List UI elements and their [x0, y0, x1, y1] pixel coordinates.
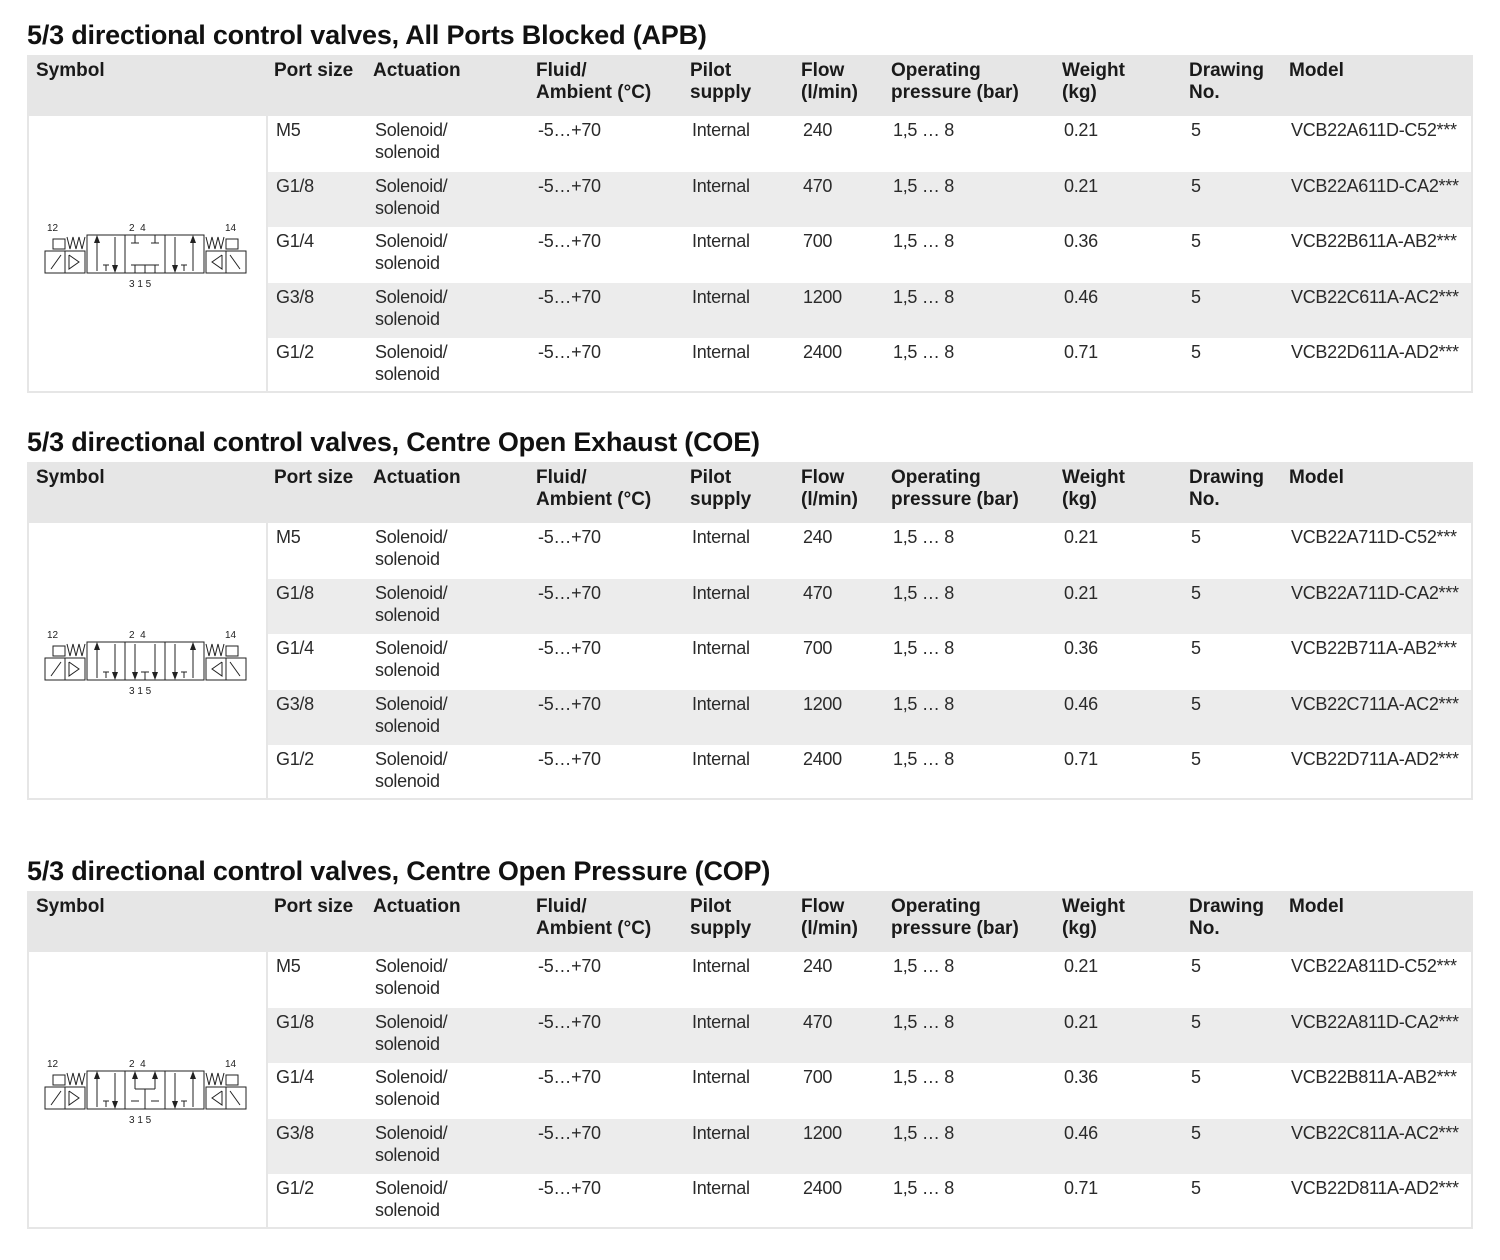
column-header-weight: Weight (kg) [1062, 60, 1125, 103]
column-header-actuation: Actuation [373, 60, 461, 81]
cell-weight: 0.21 [1064, 120, 1098, 140]
cell-port: G1/2 [276, 1178, 314, 1198]
cell-pressure: 1,5 … 8 [893, 693, 954, 714]
cell-weight: 0.21 [1064, 527, 1098, 547]
column-header-model: Model [1289, 896, 1344, 917]
cell-flow: 1200 [803, 1122, 842, 1143]
cell-pressure: 1,5 … 8 [893, 582, 954, 603]
cell-port: G1/4 [276, 638, 314, 658]
cell-port: G3/8 [276, 1122, 314, 1143]
cell-flow: 2400 [803, 342, 842, 362]
cell-model: VCB22C811A-AC2*** [1291, 1122, 1459, 1143]
cell-flow: 470 [803, 582, 833, 603]
valve-table-section [27, 854, 1473, 1229]
cell-weight: 0.36 [1064, 638, 1098, 658]
column-header-fluid: Fluid/ Ambient (°C) [536, 467, 652, 510]
cell-actuation: Solenoid/ solenoid [375, 231, 448, 273]
cell-fluid: -5…+70 [538, 582, 601, 603]
symbol-cell [29, 116, 268, 391]
column-header-pressure: Operating pressure (bar) [891, 896, 1019, 939]
cell-model: VCB22B811A-AB2*** [1291, 1067, 1457, 1087]
cell-fluid: -5…+70 [538, 286, 601, 307]
column-header-port-size: Port size [274, 60, 354, 81]
cell-drawing: 5 [1191, 175, 1201, 196]
cell-weight: 0.71 [1064, 342, 1098, 362]
cell-actuation: Solenoid/ solenoid [375, 1067, 448, 1109]
column-header-symbol: Symbol [36, 896, 105, 917]
cell-flow: 700 [803, 1067, 833, 1087]
cell-actuation: Solenoid/ solenoid [375, 693, 448, 736]
valve-5-3-apb-icon [43, 221, 248, 291]
cell-pilot: Internal [692, 1178, 750, 1198]
port-label-3-1-5: 3 1 5 [129, 686, 152, 697]
port-label-14: 14 [225, 223, 237, 234]
valve-table-section [27, 425, 1473, 800]
cell-actuation: Solenoid/ solenoid [375, 749, 448, 791]
cell-actuation: Solenoid/ solenoid [375, 286, 448, 329]
cell-pressure: 1,5 … 8 [893, 749, 954, 769]
cell-port: G1/8 [276, 1011, 314, 1032]
cell-pilot: Internal [692, 175, 750, 196]
table-row [268, 690, 1471, 746]
cell-port: G1/2 [276, 342, 314, 362]
cell-flow: 1200 [803, 286, 842, 307]
table-row [268, 523, 1471, 579]
spec-table [27, 891, 1473, 1229]
column-header-drawing: Drawing No. [1189, 60, 1264, 103]
cell-model: VCB22A611D-C52*** [1291, 120, 1457, 140]
cell-pilot: Internal [692, 749, 750, 769]
cell-actuation: Solenoid/ solenoid [375, 342, 448, 384]
valve-table-section [27, 18, 1473, 393]
symbol-cell [29, 523, 268, 798]
cell-pressure: 1,5 … 8 [893, 527, 954, 547]
port-label-12: 12 [47, 630, 59, 641]
table-row [268, 227, 1471, 283]
cell-pressure: 1,5 … 8 [893, 231, 954, 251]
cell-port: G1/8 [276, 175, 314, 196]
cell-weight: 0.36 [1064, 1067, 1098, 1087]
table-row [268, 952, 1471, 1008]
cell-port: M5 [276, 527, 301, 547]
column-header-fluid: Fluid/ Ambient (°C) [536, 896, 652, 939]
table-body [27, 952, 1473, 1229]
cell-pressure: 1,5 … 8 [893, 1011, 954, 1032]
cell-drawing: 5 [1191, 1178, 1201, 1198]
cell-fluid: -5…+70 [538, 120, 601, 140]
cell-flow: 470 [803, 175, 833, 196]
cell-weight: 0.71 [1064, 1178, 1098, 1198]
table-row [268, 1174, 1471, 1230]
table-row [268, 745, 1471, 801]
column-header-drawing: Drawing No. [1189, 896, 1264, 939]
spec-table [27, 462, 1473, 800]
column-header-flow: Flow (l/min) [801, 60, 858, 103]
cell-model: VCB22D711A-AD2*** [1291, 749, 1459, 769]
column-header-drawing: Drawing No. [1189, 467, 1264, 510]
cell-model: VCB22A711D-C52*** [1291, 527, 1457, 547]
cell-actuation: Solenoid/ solenoid [375, 1011, 448, 1054]
cell-drawing: 5 [1191, 1122, 1201, 1143]
cell-weight: 0.46 [1064, 693, 1098, 714]
cell-model: VCB22C611A-AC2*** [1291, 286, 1459, 307]
cell-model: VCB22A711D-CA2*** [1291, 582, 1459, 603]
cell-pressure: 1,5 … 8 [893, 342, 954, 362]
cell-fluid: -5…+70 [538, 749, 601, 769]
column-header-pressure: Operating pressure (bar) [891, 467, 1019, 510]
table-rows [268, 952, 1471, 1230]
cell-flow: 2400 [803, 749, 842, 769]
cell-pressure: 1,5 … 8 [893, 1067, 954, 1087]
cell-drawing: 5 [1191, 231, 1201, 251]
port-label-14: 14 [225, 1059, 237, 1070]
port-label-3-1-5: 3 1 5 [129, 279, 152, 290]
column-header-pressure: Operating pressure (bar) [891, 60, 1019, 103]
cell-port: M5 [276, 120, 301, 140]
cell-pilot: Internal [692, 231, 750, 251]
port-label-2-4: 2 4 [129, 630, 146, 641]
cell-model: VCB22D811A-AD2*** [1291, 1178, 1459, 1198]
cell-fluid: -5…+70 [538, 638, 601, 658]
cell-pressure: 1,5 … 8 [893, 175, 954, 196]
cell-pilot: Internal [692, 582, 750, 603]
cell-fluid: -5…+70 [538, 1011, 601, 1032]
table-row [268, 338, 1471, 394]
section-title: 5/3 directional control valves, All Ports Blocked (APB) [27, 20, 707, 50]
cell-flow: 470 [803, 1011, 833, 1032]
cell-weight: 0.21 [1064, 956, 1098, 976]
table-header [27, 462, 1473, 523]
cell-flow: 2400 [803, 1178, 842, 1198]
cell-port: G1/2 [276, 749, 314, 769]
column-header-port-size: Port size [274, 896, 354, 917]
cell-pressure: 1,5 … 8 [893, 956, 954, 976]
cell-fluid: -5…+70 [538, 527, 601, 547]
column-header-actuation: Actuation [373, 896, 461, 917]
cell-port: G3/8 [276, 286, 314, 307]
table-row [268, 172, 1471, 228]
column-header-actuation: Actuation [373, 467, 461, 488]
cell-fluid: -5…+70 [538, 693, 601, 714]
port-label-12: 12 [47, 1059, 59, 1070]
port-label-2-4: 2 4 [129, 223, 146, 234]
column-header-symbol: Symbol [36, 60, 105, 81]
table-body [27, 116, 1473, 393]
table-body [27, 523, 1473, 800]
cell-weight: 0.46 [1064, 286, 1098, 307]
port-label-3-1-5: 3 1 5 [129, 1115, 152, 1126]
cell-weight: 0.71 [1064, 749, 1098, 769]
table-header [27, 891, 1473, 952]
cell-fluid: -5…+70 [538, 956, 601, 976]
cell-pressure: 1,5 … 8 [893, 120, 954, 140]
cell-actuation: Solenoid/ solenoid [375, 527, 448, 569]
cell-flow: 700 [803, 231, 833, 251]
cell-drawing: 5 [1191, 693, 1201, 714]
cell-flow: 240 [803, 527, 833, 547]
cell-model: VCB22C711A-AC2*** [1291, 693, 1459, 714]
cell-fluid: -5…+70 [538, 342, 601, 362]
cell-pressure: 1,5 … 8 [893, 638, 954, 658]
cell-actuation: Solenoid/ solenoid [375, 582, 448, 625]
valve-5-3-coe-icon [43, 628, 248, 698]
cell-port: G1/4 [276, 1067, 314, 1087]
cell-weight: 0.21 [1064, 582, 1098, 603]
cell-model: VCB22A811D-C52*** [1291, 956, 1457, 976]
cell-pressure: 1,5 … 8 [893, 286, 954, 307]
column-header-pilot: Pilot supply [690, 896, 752, 939]
column-header-weight: Weight (kg) [1062, 896, 1125, 939]
table-rows [268, 523, 1471, 801]
cell-weight: 0.46 [1064, 1122, 1098, 1143]
cell-drawing: 5 [1191, 956, 1201, 976]
cell-pressure: 1,5 … 8 [893, 1178, 954, 1198]
cell-actuation: Solenoid/ solenoid [375, 175, 448, 218]
cell-fluid: -5…+70 [538, 1067, 601, 1087]
cell-drawing: 5 [1191, 749, 1201, 769]
table-row [268, 1008, 1471, 1064]
cell-pilot: Internal [692, 527, 750, 547]
cell-actuation: Solenoid/ solenoid [375, 120, 448, 162]
cell-pilot: Internal [692, 1011, 750, 1032]
cell-port: G1/8 [276, 582, 314, 603]
column-header-model: Model [1289, 60, 1344, 81]
cell-flow: 240 [803, 120, 833, 140]
cell-fluid: -5…+70 [538, 1122, 601, 1143]
section-title: 5/3 directional control valves, Centre Open Pressure (COP) [27, 856, 771, 886]
cell-model: VCB22A611D-CA2*** [1291, 175, 1459, 196]
cell-drawing: 5 [1191, 527, 1201, 547]
cell-model: VCB22B611A-AB2*** [1291, 231, 1457, 251]
cell-drawing: 5 [1191, 286, 1201, 307]
cell-flow: 240 [803, 956, 833, 976]
table-row [268, 634, 1471, 690]
cell-drawing: 5 [1191, 1011, 1201, 1032]
cell-weight: 0.21 [1064, 175, 1098, 196]
cell-port: G3/8 [276, 693, 314, 714]
cell-pilot: Internal [692, 693, 750, 714]
port-label-14: 14 [225, 630, 237, 641]
column-header-fluid: Fluid/ Ambient (°C) [536, 60, 652, 103]
cell-actuation: Solenoid/ solenoid [375, 638, 448, 680]
cell-actuation: Solenoid/ solenoid [375, 1178, 448, 1220]
column-header-port-size: Port size [274, 467, 354, 488]
cell-pilot: Internal [692, 1122, 750, 1143]
cell-port: G1/4 [276, 231, 314, 251]
column-header-model: Model [1289, 467, 1344, 488]
cell-model: VCB22B711A-AB2*** [1291, 638, 1457, 658]
cell-pilot: Internal [692, 120, 750, 140]
cell-actuation: Solenoid/ solenoid [375, 1122, 448, 1165]
table-row [268, 1119, 1471, 1175]
table-row [268, 1063, 1471, 1119]
valve-5-3-cop-icon [43, 1057, 248, 1127]
cell-pressure: 1,5 … 8 [893, 1122, 954, 1143]
cell-pilot: Internal [692, 1067, 750, 1087]
cell-pilot: Internal [692, 638, 750, 658]
cell-pilot: Internal [692, 956, 750, 976]
column-header-pilot: Pilot supply [690, 467, 752, 510]
table-header [27, 55, 1473, 116]
cell-drawing: 5 [1191, 1067, 1201, 1087]
cell-pilot: Internal [692, 286, 750, 307]
cell-fluid: -5…+70 [538, 175, 601, 196]
cell-model: VCB22A811D-CA2*** [1291, 1011, 1459, 1032]
symbol-cell [29, 952, 268, 1227]
cell-fluid: -5…+70 [538, 231, 601, 251]
column-header-symbol: Symbol [36, 467, 105, 488]
table-row [268, 116, 1471, 172]
cell-actuation: Solenoid/ solenoid [375, 956, 448, 998]
cell-weight: 0.36 [1064, 231, 1098, 251]
cell-fluid: -5…+70 [538, 1178, 601, 1198]
table-rows [268, 116, 1471, 394]
table-row [268, 579, 1471, 635]
port-label-2-4: 2 4 [129, 1059, 146, 1070]
cell-pilot: Internal [692, 342, 750, 362]
cell-port: M5 [276, 956, 301, 976]
column-header-pilot: Pilot supply [690, 60, 752, 103]
column-header-weight: Weight (kg) [1062, 467, 1125, 510]
cell-flow: 700 [803, 638, 833, 658]
cell-drawing: 5 [1191, 638, 1201, 658]
cell-weight: 0.21 [1064, 1011, 1098, 1032]
port-label-12: 12 [47, 223, 59, 234]
table-row [268, 283, 1471, 339]
cell-flow: 1200 [803, 693, 842, 714]
cell-model: VCB22D611A-AD2*** [1291, 342, 1459, 362]
column-header-flow: Flow (l/min) [801, 896, 858, 939]
cell-drawing: 5 [1191, 582, 1201, 603]
cell-drawing: 5 [1191, 120, 1201, 140]
spec-table [27, 55, 1473, 393]
section-title: 5/3 directional control valves, Centre Open Exhaust (COE) [27, 427, 760, 457]
cell-drawing: 5 [1191, 342, 1201, 362]
column-header-flow: Flow (l/min) [801, 467, 858, 510]
